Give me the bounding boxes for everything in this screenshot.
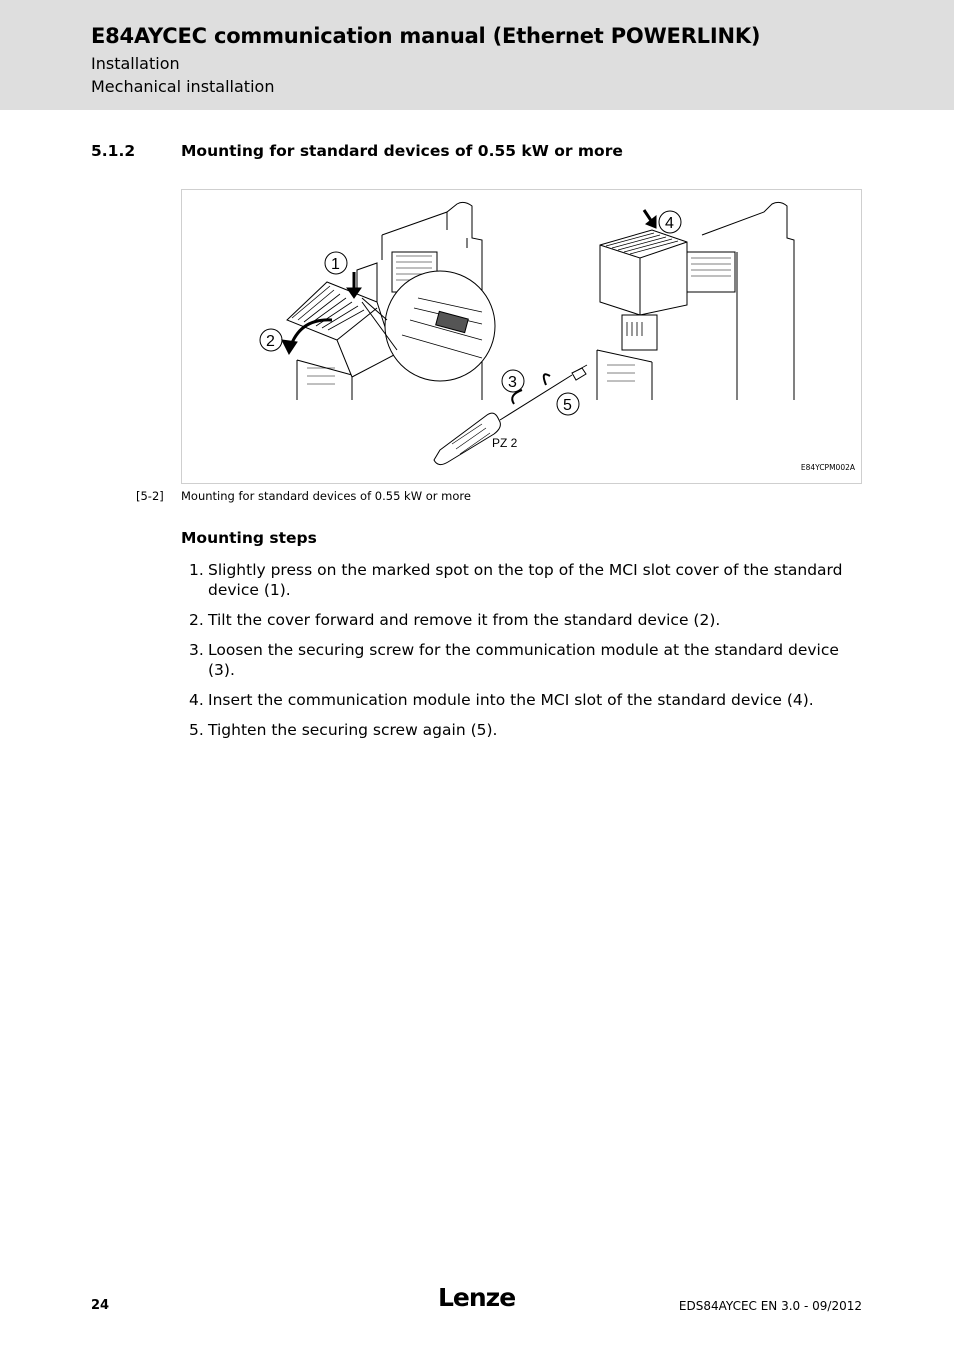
- breadcrumb-section: Mechanical installation: [91, 77, 275, 96]
- callout-5: 5: [563, 397, 572, 414]
- callout-4: 4: [665, 215, 674, 232]
- mounting-figure: [181, 189, 862, 484]
- lenze-logo: Lenze: [438, 1283, 516, 1312]
- page-header: [0, 0, 954, 110]
- list-item: 4. Insert the communication module into the MCI slot of the standard device (4).: [189, 691, 814, 709]
- tool-label: PZ 2: [492, 436, 518, 450]
- mounting-steps-list: [181, 560, 861, 750]
- callout-3: 3: [508, 374, 517, 391]
- section-title: Mounting for standard devices of 0.55 kW or more: [181, 142, 623, 160]
- communication-module: [600, 230, 687, 350]
- drawing-code: E84YCPM002A: [800, 463, 855, 472]
- figure-caption-text: Mounting for standard devices of 0.55 kW or more: [181, 489, 471, 503]
- figure-caption-number: [5-2]: [136, 489, 164, 503]
- mounting-drawing: [182, 190, 863, 485]
- document-reference: EDS84AYCEC EN 3.0 - 09/2012: [678, 1299, 862, 1313]
- document-title: E84AYCEC communication manual (Ethernet POWERLINK): [91, 24, 761, 48]
- page-number: 24: [91, 1298, 110, 1313]
- callout-1: 1: [331, 256, 340, 273]
- breadcrumb-chapter: Installation: [91, 54, 180, 73]
- list-item: 1. Slightly press on the marked spot on the top of the MCI slot cover of the standard device (1).: [189, 561, 843, 599]
- list-item: 5. Tighten the securing screw again (5).: [189, 721, 498, 739]
- section-number: 5.1.2: [91, 142, 136, 160]
- list-item: 3. Loosen the securing screw for the communication module at the standard device (3).: [189, 641, 839, 679]
- mounting-steps-heading: Mounting steps: [181, 529, 317, 547]
- list-item: 2. Tilt the cover forward and remove it from the standard device (2).: [189, 611, 721, 629]
- callout-2: 2: [266, 333, 275, 350]
